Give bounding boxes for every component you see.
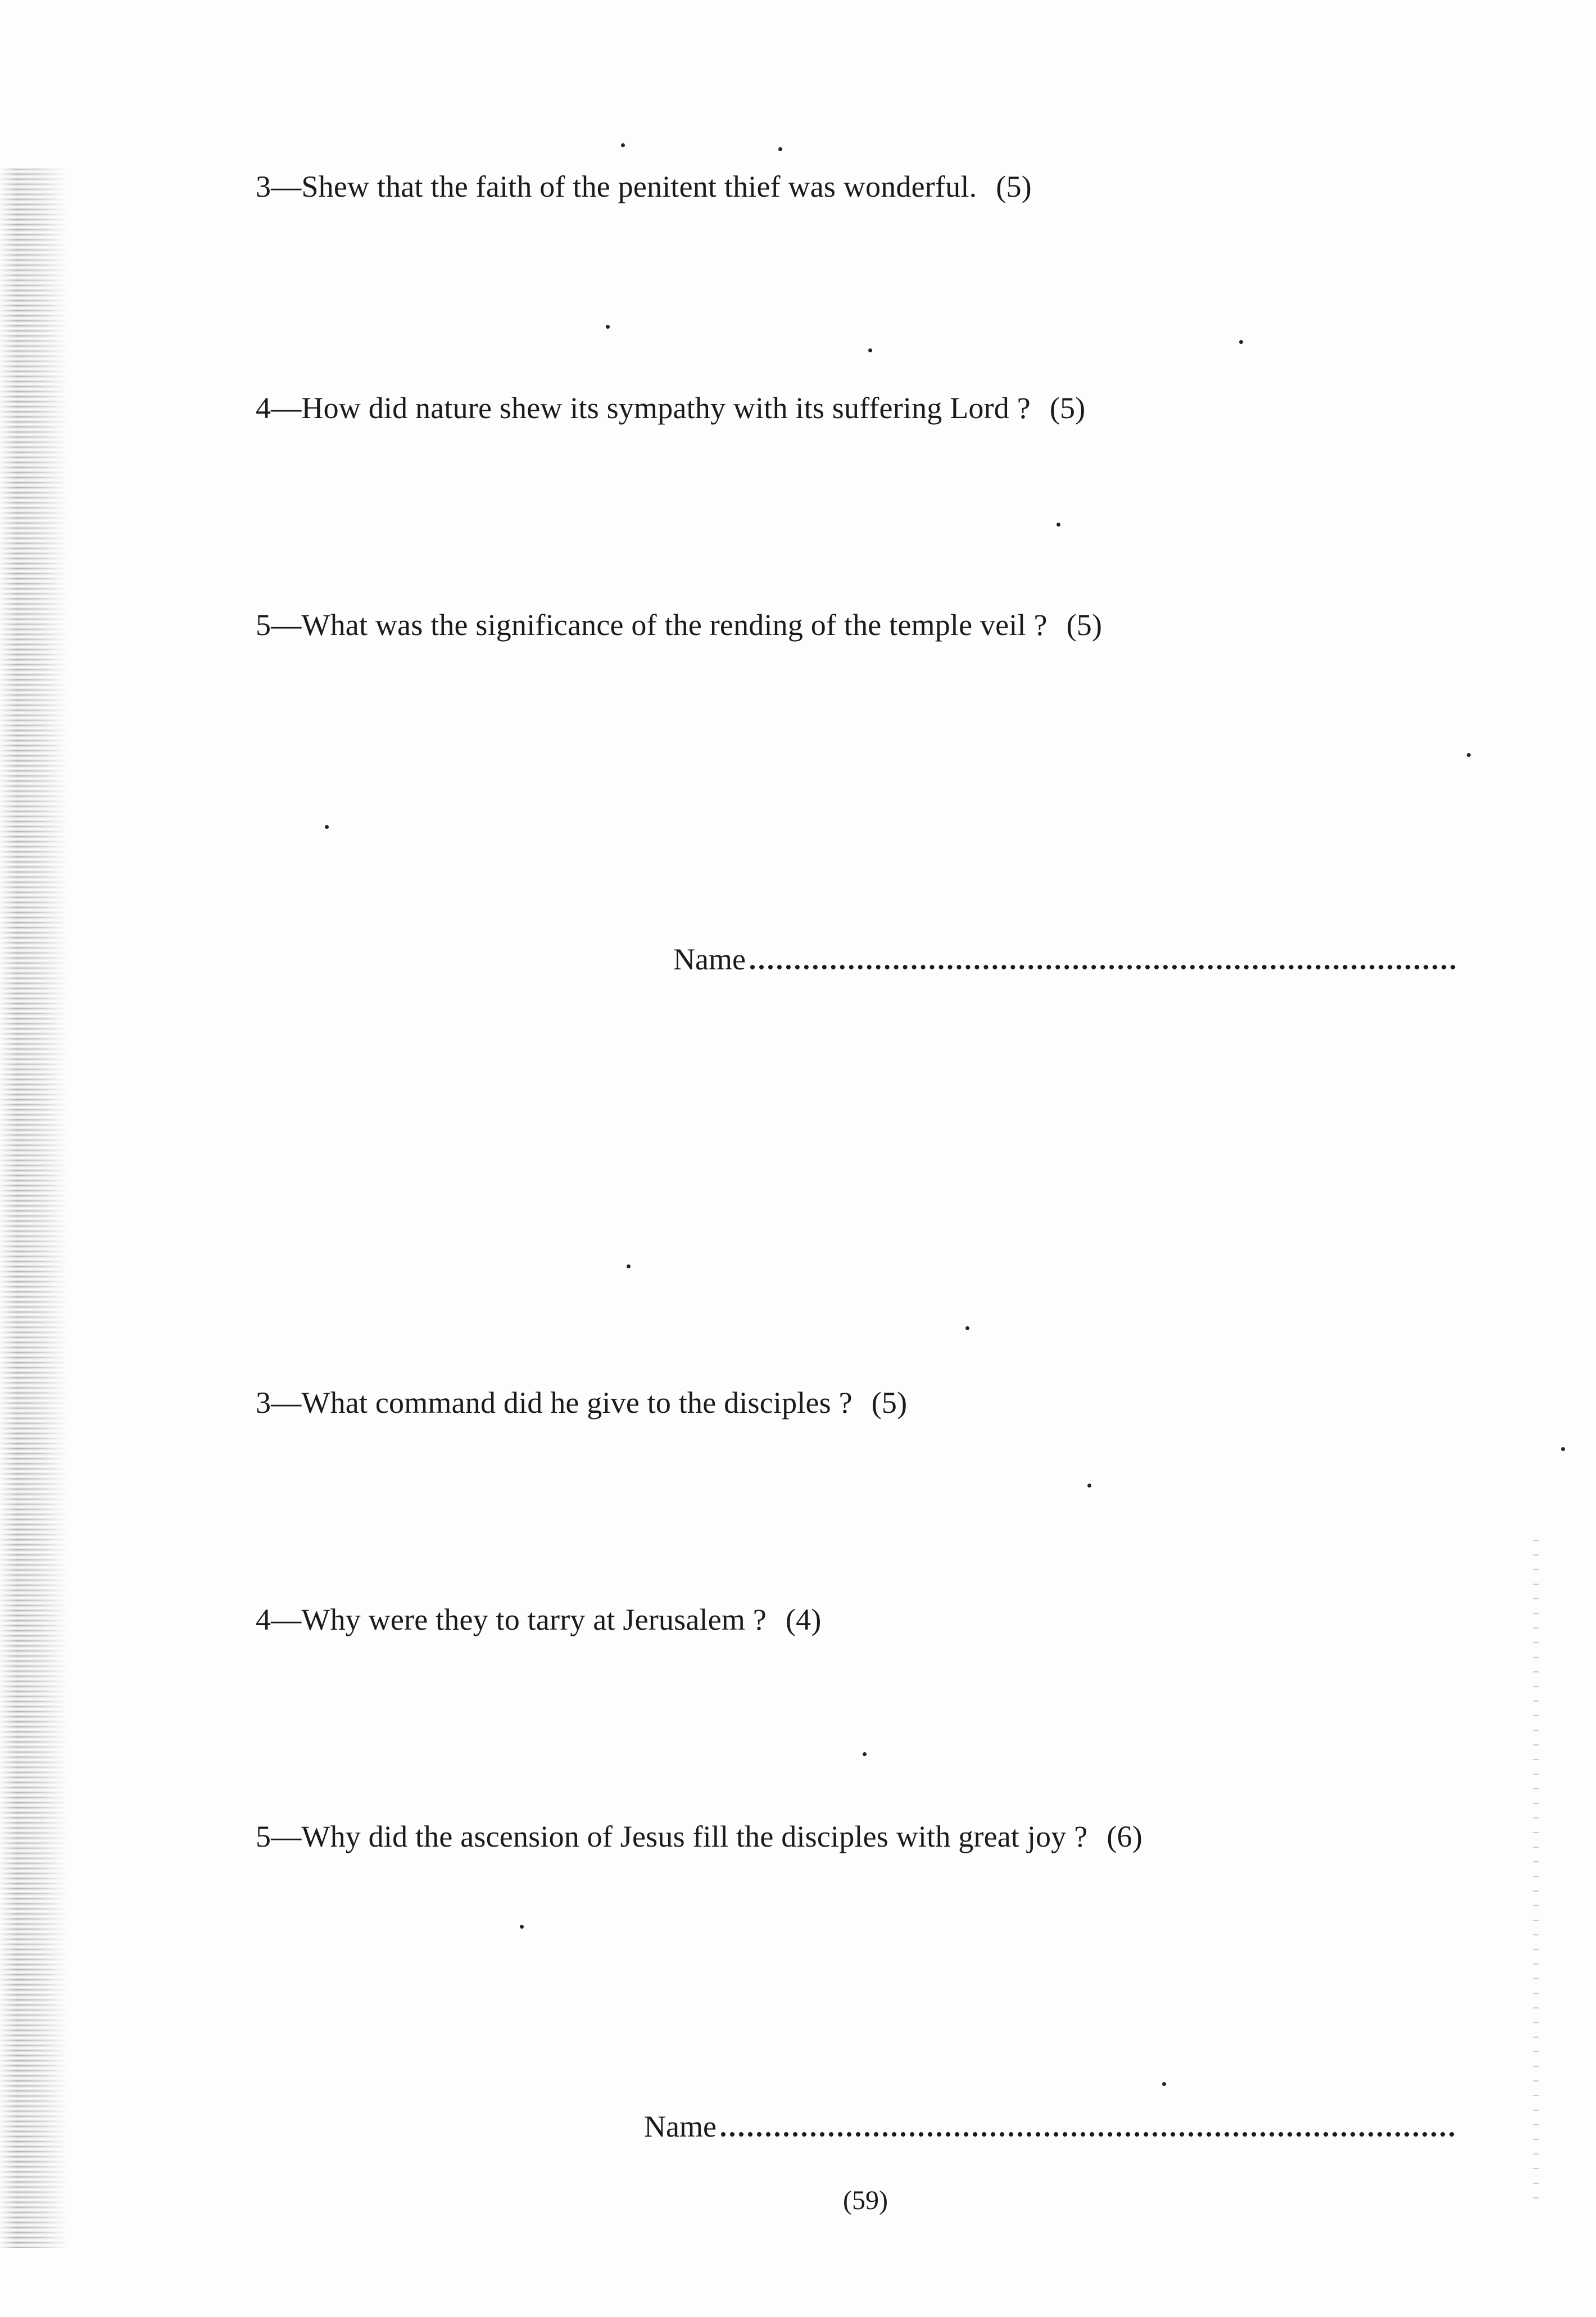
question-marks: (5) [1066,608,1103,642]
scan-speck [325,825,329,829]
scan-speck [1561,1447,1565,1451]
scan-speck [627,1264,631,1268]
question-number: 5 [256,608,271,642]
question-dash: — [271,1386,302,1420]
question-dash: — [271,391,302,425]
question-a-3 [256,169,1032,205]
question-number: 4 [256,391,271,425]
scan-speck [868,348,872,352]
question-marks: (5) [1049,391,1086,425]
scan-speck [1087,1484,1091,1488]
question-a-5 [256,607,1102,643]
question-number: 3 [256,1386,271,1420]
question-text: Shew that the faith of the penitent thief was wonderful. [301,170,977,203]
scan-speck [1057,523,1060,527]
question-number: 5 [256,1820,271,1853]
question-marks: (4) [785,1603,822,1636]
question-b-3 [256,1385,907,1421]
scan-binding-shadow [0,169,67,2248]
question-b-5 [256,1819,1142,1854]
question-b-4 [256,1602,822,1638]
question-text: Why were they to tarry at Jerusalem ? [301,1603,767,1636]
question-dash: — [271,170,302,203]
name-label: Name [644,2110,717,2143]
scan-speck [520,1925,524,1929]
question-marks: (5) [871,1386,908,1420]
scan-speck [606,325,610,329]
scan-speck [1239,340,1243,344]
scan-edge-marks [1533,1540,1539,2203]
question-dash: — [271,1603,302,1636]
name-dotted-line[interactable] [750,959,1456,969]
question-text: What command did he give to the disciples ? [301,1386,853,1420]
question-dash: — [271,1820,302,1853]
question-text: Why did the ascension of Jesus fill the disciples with great joy ? [301,1820,1088,1853]
question-a-4 [256,390,1085,426]
question-marks: (6) [1107,1820,1142,1853]
question-text: What was the significance of the rending of the temple veil ? [301,608,1048,642]
question-number: 3 [256,170,271,203]
scan-speck [1467,753,1471,757]
name-field-a[interactable] [673,941,1456,977]
question-marks: (5) [996,170,1032,203]
scan-speck [621,143,625,147]
scan-speck [863,1752,867,1756]
name-dotted-line[interactable] [721,2126,1454,2137]
name-field-b[interactable] [644,2109,1454,2144]
scan-speck [965,1326,969,1330]
page-number: (59) [843,2185,888,2215]
scan-speck [778,147,782,151]
question-number: 4 [256,1603,271,1636]
name-label: Name [673,942,746,976]
scan-speck [1162,2082,1166,2086]
question-dash: — [271,608,302,642]
question-text: How did nature shew its sympathy with its suffering Lord ? [301,391,1031,425]
